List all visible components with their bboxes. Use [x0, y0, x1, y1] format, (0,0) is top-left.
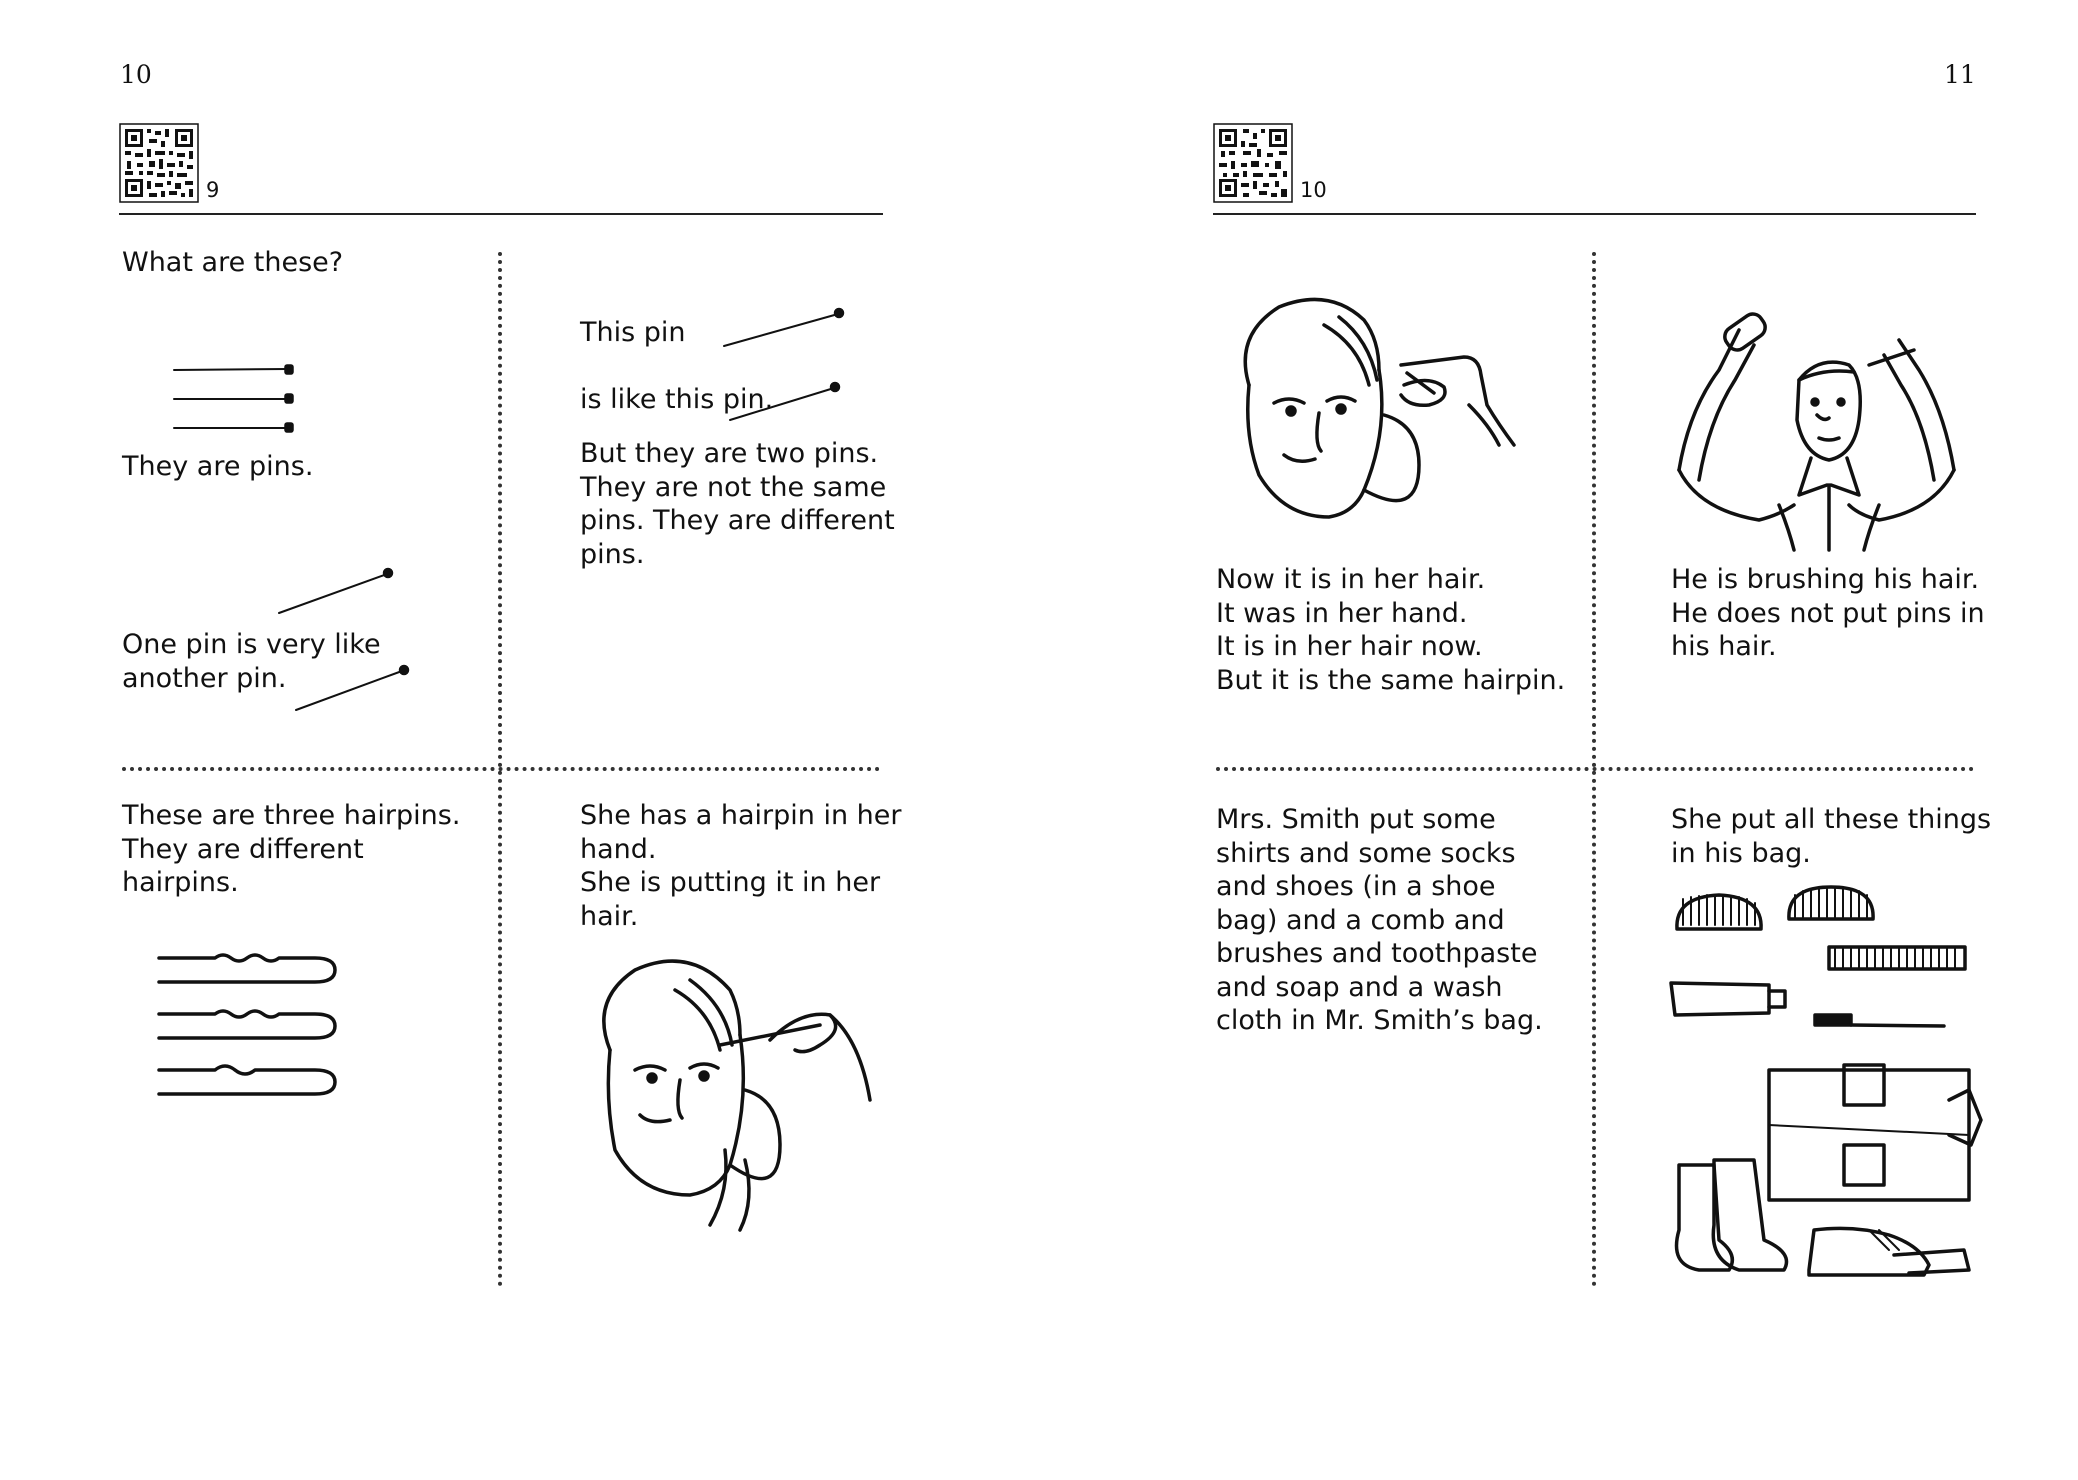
brush-icon	[1677, 895, 1761, 929]
horizontal-divider	[1216, 767, 1974, 771]
woman-with-hairpin-illustration	[1229, 295, 1559, 525]
panel-text: is like this pin.	[580, 384, 774, 415]
qr-code-icon[interactable]	[1213, 123, 1293, 203]
panel-text: But they are two pins. They are not the same pins. They are different pins.	[580, 438, 895, 570]
panel-question: What are these?	[122, 247, 344, 278]
man-brushing-hair-illustration	[1669, 310, 1969, 560]
panel-caption: One pin is very like another pin.	[122, 629, 381, 694]
right-page	[1039, 0, 2078, 1480]
pin-illustration	[275, 568, 395, 618]
brush-icon	[1789, 887, 1873, 919]
pin-illustration	[292, 665, 412, 715]
panel-text: She has a hairpin in her hand. She is putting it in her hair.	[580, 800, 902, 932]
hairpins-illustration	[155, 950, 345, 1110]
page-number: 10	[120, 60, 152, 89]
shirt-icon	[1769, 1065, 1981, 1200]
panel-text: Mrs. Smith put some shirts and some socks and shoes (in a shoe bag) and a comb and brushes and toothpaste and soap and a wash cloth in Mr. Smith’s bag.	[1216, 804, 1543, 1036]
bag-contents-illustration	[1669, 885, 1999, 1285]
panel-text: He is brushing his hair. He does not put pins in his hair.	[1671, 564, 1985, 662]
panel-caption: They are pins.	[122, 451, 314, 482]
three-pins-illustration	[170, 360, 300, 435]
panel-text: Now it is in her hair. It was in her hand. It is in her hair now. But it is the same hairpin.	[1216, 564, 1566, 696]
header-rule	[119, 213, 883, 215]
toothbrush-icon	[1815, 1015, 1944, 1026]
panel-text: This pin	[580, 317, 686, 348]
shoe-icon	[1809, 1228, 1969, 1275]
panel-text: These are three hairpins. They are different hairpins.	[122, 800, 461, 898]
comb-icon	[1829, 947, 1965, 969]
qr-code-icon[interactable]	[119, 123, 199, 203]
header-rule	[1213, 213, 1976, 215]
panel-text: She put all these things in his bag.	[1671, 804, 1992, 869]
woman-hairpin-illustration	[580, 950, 880, 1240]
page-number: 11	[1944, 60, 1976, 89]
toothpaste-icon	[1671, 983, 1785, 1015]
horizontal-divider	[122, 767, 880, 771]
pin-illustration	[726, 380, 841, 425]
qr-label: 10	[1300, 178, 1327, 202]
pin-illustration	[720, 306, 845, 351]
qr-label: 9	[206, 178, 220, 202]
